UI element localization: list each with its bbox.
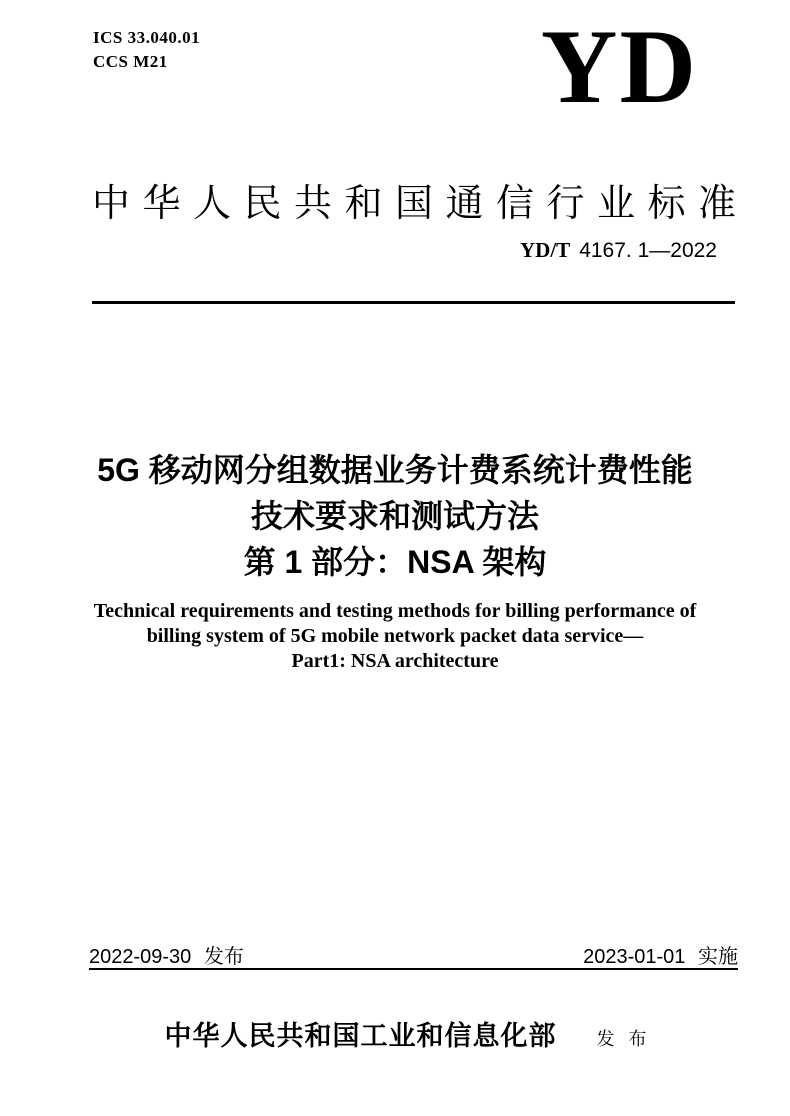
implement-label: 实施 xyxy=(698,946,738,968)
publisher-name: 中华人民共和国工业和信息化部 xyxy=(164,1021,557,1051)
standard-heading: 中华人民共和国通信行业标准 xyxy=(92,183,749,225)
document-title xyxy=(0,447,790,585)
issue-label: 发布 xyxy=(203,946,244,968)
english-title-line-2: billing system of 5G mobile network packet data service— xyxy=(146,625,644,647)
english-title-line-3: Part1: NSA architecture xyxy=(291,650,499,672)
title-line-3: 第 1 部分：NSA 架构 xyxy=(243,544,547,580)
ics-code: ICS 33.040.01 xyxy=(93,28,201,47)
issue-date: 2022-09-30 xyxy=(89,946,192,968)
english-title-line-1: Technical requirements and testing methods for billing performance of xyxy=(93,600,697,622)
classification-codes xyxy=(93,26,200,74)
dates-row xyxy=(89,940,738,969)
publisher-row xyxy=(0,1014,790,1053)
document-title-english xyxy=(40,599,750,674)
implement-date: 2023-01-01 xyxy=(583,946,686,968)
implement-date-group xyxy=(583,940,738,969)
standard-number xyxy=(520,238,717,263)
yd-logo: YD xyxy=(540,8,698,125)
standard-number-prefix: YD/T xyxy=(520,238,571,262)
header-rule xyxy=(92,301,735,304)
publish-label: 发布 xyxy=(596,1029,661,1049)
ccs-code: CCS M21 xyxy=(93,52,168,71)
footer-rule xyxy=(89,968,738,970)
issue-date-group xyxy=(89,940,244,969)
title-line-2: 技术要求和测试方法 xyxy=(250,498,539,534)
title-line-1: 5G 移动网分组数据业务计费系统计费性能 xyxy=(97,452,693,488)
standard-number-value: 4167. 1—2022 xyxy=(579,239,717,262)
